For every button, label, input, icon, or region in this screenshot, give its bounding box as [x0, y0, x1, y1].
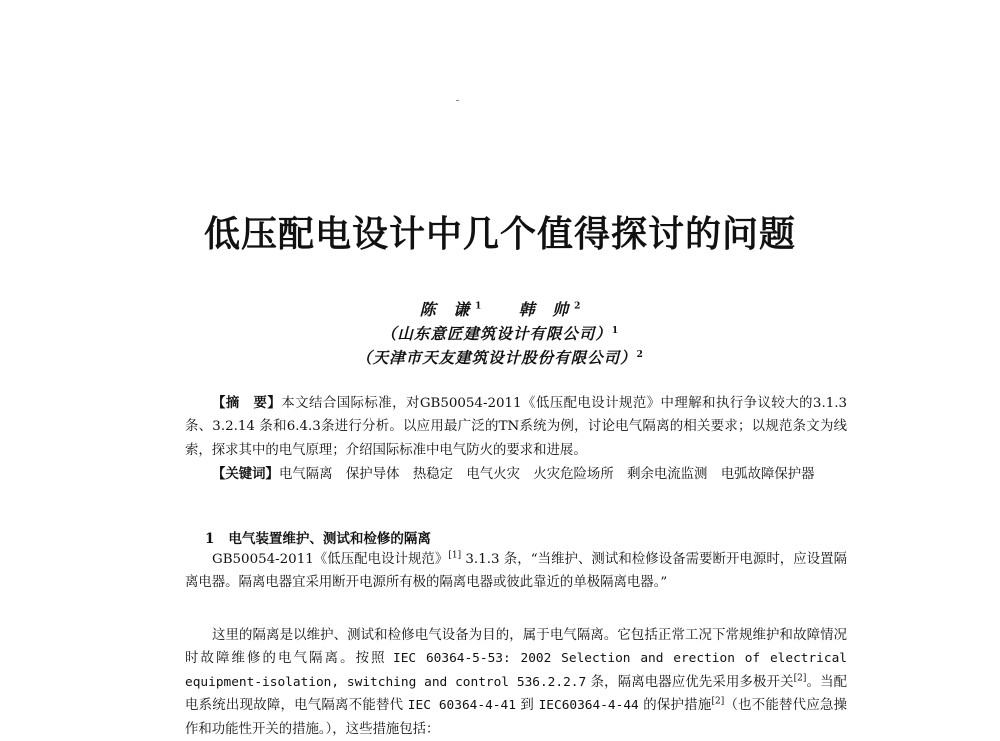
- abstract-label: 【摘 要】: [212, 395, 282, 411]
- keywords: [185, 463, 847, 486]
- author-name: 韩 帅: [518, 300, 575, 319]
- affiliation-mark: 1: [611, 325, 620, 336]
- affiliation: [0, 346, 1000, 368]
- abstract-text: 本文结合国际标准，对GB50054-2011《低压配电设计规范》中理解和执行争议较大的3.1.3条、3.2.14 条和6.4.3条进行分析。以应用最广泛的TN系统为例，讨论电气隔离的相关要求；以规范条文为线索，探求其中的电气原理；介绍国际标准中电气防火的要求和进展。: [185, 396, 848, 458]
- scan-speck: [456, 100, 459, 101]
- standard-reference: IEC60364-4-44: [538, 698, 639, 714]
- paragraph-text: 这里的隔离是以维护、测试和检修电气设备为目的，属于电气隔离。它包括正常工况下常规维护和故障情况时故障维修的电气隔离。按照: [185, 628, 847, 667]
- paragraph: [185, 624, 847, 741]
- paragraph-text: 条，隔离电器应优先采用多极开关: [586, 674, 794, 690]
- citation-ref: [2]: [793, 673, 807, 684]
- affiliation-text: （天津市天友建筑设计股份有限公司）: [356, 348, 637, 367]
- standard-reference: IEC 60364-4-41: [407, 698, 516, 714]
- paper-title: 低压配电设计中几个值得探讨的问题: [203, 213, 796, 255]
- paragraph-text: （也不能替代应急操作和功能性开关的措施。），这些措施包括：: [185, 698, 847, 737]
- standard-reference: IEC 60364-5-53: 2002 Selection and erection of electrical equipment-isolation, switching and control 536.2.2.7: [185, 651, 847, 690]
- author-name: 陈 谦: [419, 300, 476, 319]
- paragraph-text: GB50054-2011《低压配电设计规范》: [212, 552, 449, 567]
- section-heading: [205, 527, 431, 547]
- citation-ref: [2]: [711, 696, 725, 707]
- author-mark: 2: [574, 301, 581, 312]
- keywords-text: 电气隔离 保护导体 热稳定 电气火灾 火灾危险场所 剩余电流监测 电弧故障保护器: [278, 467, 815, 482]
- section-number: 1: [205, 531, 215, 547]
- paragraph-text: 到: [515, 698, 539, 714]
- affiliation-text: （山东意匠建筑设计有限公司）: [380, 324, 612, 343]
- abstract: [185, 392, 847, 462]
- affiliation: [0, 322, 1000, 344]
- paragraph: [185, 548, 847, 595]
- author-mark: 1: [475, 301, 482, 312]
- paragraph-text: 3.1.3 条，“当维护、测试和检修设备需要断开电源时，应设置隔离电器。隔离电器宜采用断开电源所有极的隔离电器或彼此靠近的单极隔离电器。”: [185, 552, 847, 591]
- paragraph-text: 的保护措施: [638, 698, 712, 714]
- section-title: 电气装置维护、测试和检修的隔离: [228, 531, 431, 547]
- paragraph-text: 。当配电系统出现故障，电气隔离不能替代: [185, 674, 847, 714]
- affiliation-mark: 2: [636, 349, 644, 360]
- keywords-label: 【关键词】: [212, 466, 279, 482]
- citation-ref: [1]: [448, 550, 462, 561]
- author-line: [0, 297, 1000, 320]
